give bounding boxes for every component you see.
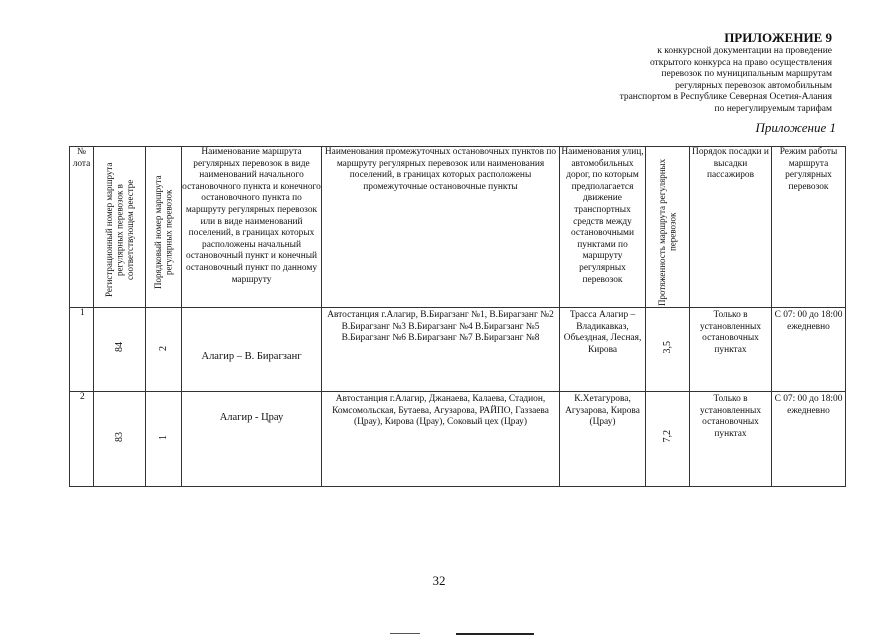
appendix-title: ПРИЛОЖЕНИЕ 9 [724, 30, 832, 45]
footer-line [456, 633, 534, 635]
subtitle-line: по нерегулируемым тарифам [714, 103, 832, 114]
cell-intermediate-stops: Автостанция г.Алагир, Джанаева, Калаева, Стадион, Комсомольская, Бутаева, Агузарова, РАЙПО, Газзаева (Црау), Кирова (Црау), Соковый цех (Црау) [322, 392, 560, 487]
cell-intermediate-stops: Автостанция г.Алагир, В.Бирагзанг №1, В.Бирагзанг №2 В.Бирагзанг №3 В.Бирагзанг №4 В.Бирагзанг №5 В.Бирагзанг №6 В.Бирагзанг №7 В.Бирагзанг №8 [322, 308, 560, 392]
subtitle-line: транспортом в Республике Северная Осетия-Алания [619, 92, 832, 103]
cell-route-name: Алагир - Црау [182, 392, 322, 487]
appendix-label: Приложение 1 [755, 120, 836, 135]
cell-length: 7,2 [646, 392, 690, 487]
cell-schedule: С 07: 00 до 18:00 ежедневно [772, 308, 846, 392]
table-row [70, 392, 846, 487]
routes-table [69, 146, 846, 487]
cell-order-number: 1 [146, 392, 182, 487]
cell-streets: К.Хетагурова, Агузарова, Кирова (Црау) [560, 392, 646, 487]
column-header-intermediate-stops: Наименования промежуточных остановочных пунктов по маршруту регулярных перевозок или наименования поселений, в границах которых расположены промежуточные остановочные пункты [322, 147, 560, 308]
appendix-subtitle [502, 46, 832, 116]
column-header-route-name: Наименование маршрута регулярных перевозок в виде наименований начального остановочного пункта и конечного остановочного пункта по маршруту регулярных перевозок или в виде наименований поселений, в границах которых расположены начальный остановочный пункт и конечный остановочный пункт по данному маршруту [182, 147, 322, 308]
cell-lot: 1 [70, 308, 94, 392]
column-header-streets: Наименования улиц, автомобильных дорог, по которым предполагается движение транспортных средств между остановочными пунктами по маршруту регулярных перевозок [560, 147, 646, 308]
cell-lot: 2 [70, 392, 94, 487]
subtitle-line: регулярных перевозок автомобильным [675, 80, 832, 91]
column-header-length: Протяженность маршрута регулярных перевозок [646, 147, 690, 308]
cell-boarding: Только в установленных остановочных пунктах [690, 308, 772, 392]
table-row [70, 308, 846, 392]
cell-reg-number: 84 [94, 308, 146, 392]
subtitle-line: к конкурсной документации на проведение [657, 46, 832, 56]
cell-length: 3,5 [646, 308, 690, 392]
table-header-row [70, 147, 846, 308]
column-header-boarding: Порядок посадки и высадки пассажиров [690, 147, 772, 308]
column-header-lot: № лота [70, 147, 94, 308]
cell-reg-number: 83 [94, 392, 146, 487]
subtitle-line: перевозок по муниципальным маршрутам [661, 69, 832, 80]
column-header-order-number: Порядковый номер маршрута регулярных перевозок [146, 147, 182, 308]
cell-boarding: Только в установленных остановочных пунктах [690, 392, 772, 487]
cell-route-name: Алагир – В. Бирагзанг [182, 308, 322, 392]
column-header-schedule: Режим работы маршрута регулярных перевозок [772, 147, 846, 308]
cell-streets: Трасса Алагир – Владикавказ, Объездная, Лесная, Кирова [560, 308, 646, 392]
page-number: 32 [432, 573, 446, 588]
cell-schedule: С 07: 00 до 18:00 ежедневно [772, 392, 846, 487]
subtitle-line: открытого конкурса на право осуществления [649, 57, 832, 68]
cell-order-number: 2 [146, 308, 182, 392]
column-header-reg-number: Регистрационный номер маршрута регулярных перевозок в соответствующем реестре [94, 147, 146, 308]
footer-mark [390, 633, 420, 634]
